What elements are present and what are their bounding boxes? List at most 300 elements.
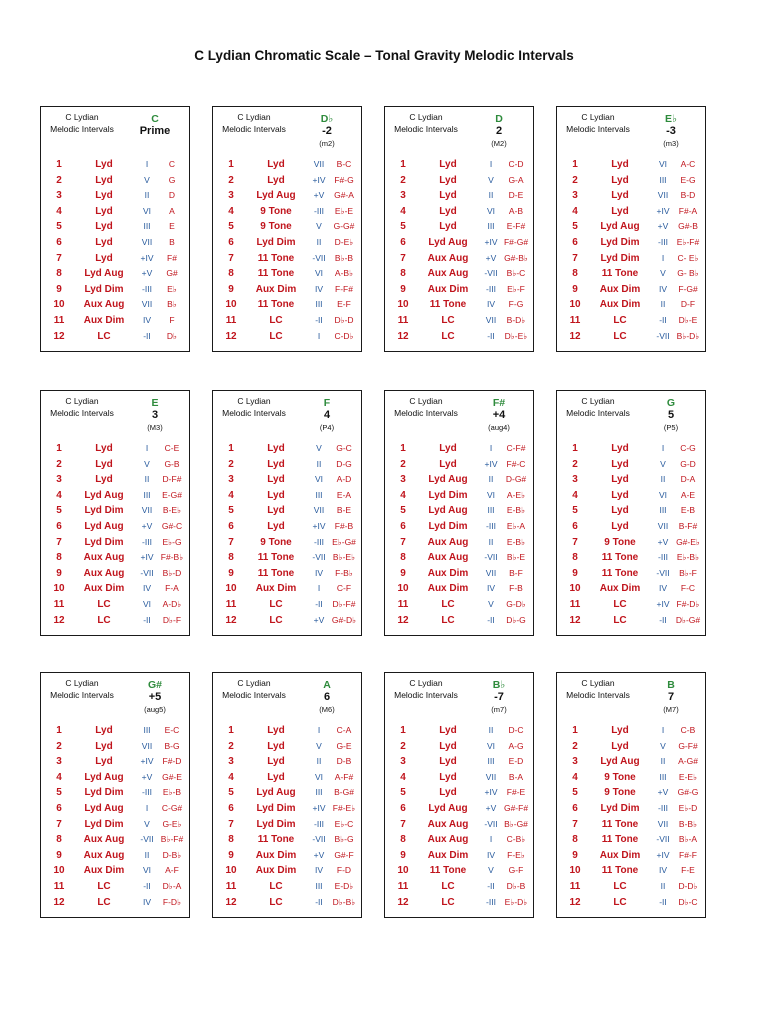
table-row (557, 615, 705, 631)
scale-name: Lyd Dim (84, 787, 124, 799)
scale-degree: II (316, 236, 322, 247)
interval-heading (305, 397, 349, 433)
row-number: 6 (572, 236, 578, 248)
scale-name: Lyd (95, 236, 113, 248)
scale-degree: +V (657, 221, 669, 232)
note-pair: F-B (509, 583, 523, 594)
scale-degree: +V (657, 536, 669, 547)
note-pair: F-D♭ (162, 896, 182, 907)
scale-degree: -VII (656, 330, 670, 341)
scale-degree: -VII (484, 818, 498, 829)
scale-name: Lyd (95, 474, 113, 486)
table-row (213, 741, 361, 757)
interval-card (212, 672, 362, 918)
scale-name: Lyd (95, 174, 113, 186)
table-row (213, 490, 361, 506)
interval-heading (305, 113, 349, 149)
scale-name: Lyd (267, 159, 285, 170)
scale-degree: III (659, 174, 667, 185)
scale-degree: -II (659, 314, 667, 325)
scale-name: Lyd Aug (84, 520, 124, 532)
interval-rows (385, 159, 533, 346)
scale-degree: -III (142, 536, 152, 547)
row-number: 7 (228, 536, 234, 548)
note-pair: B-B♭ (678, 818, 698, 829)
note-pair: B (169, 236, 175, 247)
row-number: 11 (225, 880, 237, 892)
scale-name: Lyd Aug (84, 489, 124, 501)
table-row (557, 474, 705, 490)
scale-degree: VII (141, 740, 153, 751)
note-pair: C-G# (161, 802, 183, 813)
note-pair: B♭ (167, 299, 177, 310)
scale-degree: IV (142, 314, 152, 325)
note-pair: B-E (336, 505, 352, 516)
row-number: 10 (397, 299, 409, 311)
scale-degree: VI (486, 489, 496, 500)
table-row (557, 221, 705, 237)
scale-degree: II (488, 190, 494, 201)
table-row (385, 474, 533, 490)
row-number: 1 (400, 725, 406, 736)
note-pair: D-F# (162, 474, 182, 485)
note-pair: G-D (680, 458, 696, 469)
note-name: F (323, 397, 331, 409)
note-pair: D-F (680, 299, 696, 310)
scale-name: 11 Tone (601, 552, 639, 564)
scale-name: LC (97, 896, 111, 908)
row-number: 11 (569, 880, 581, 892)
scale-degree: VI (658, 159, 668, 169)
scale-degree: IV (658, 865, 668, 876)
note-pair: G (168, 174, 176, 185)
note-pair: E-F (337, 299, 351, 310)
scale-degree: -III (142, 283, 152, 294)
note-pair: E♭-F# (676, 236, 700, 247)
scale-degree: IV (486, 299, 496, 310)
row-number: 7 (572, 252, 578, 264)
row-number: 10 (53, 299, 65, 311)
interval-number: 6 (323, 691, 331, 703)
interval-abbreviation: (M7) (663, 705, 679, 714)
card-label (41, 112, 123, 135)
table-row (213, 221, 361, 237)
scale-degree: +V (657, 787, 669, 798)
scale-degree: -VII (484, 552, 498, 563)
row-number: 7 (56, 818, 62, 830)
scale-degree: IV (142, 583, 152, 594)
scale-name: Lyd Dim (428, 520, 468, 532)
scale-degree: +V (141, 268, 153, 279)
scale-name: Lyd Dim (256, 802, 296, 814)
note-pair: G-E♭ (162, 818, 182, 829)
scale-degree: IV (314, 865, 324, 876)
row-number: 8 (56, 268, 62, 280)
scale-name: Lyd (439, 458, 457, 470)
scale-name: Aux Dim (83, 314, 125, 326)
note-name: F# (492, 397, 506, 409)
scale-name: Aux Aug (427, 536, 469, 548)
scale-name: 11 Tone (257, 567, 295, 579)
card-label-line: C Lydian (409, 112, 443, 122)
scale-degree: +IV (312, 802, 326, 813)
card-label-line: Melodic Intervals (50, 689, 114, 700)
scale-name: Lyd (95, 725, 113, 736)
scale-name: Lyd Dim (600, 802, 640, 814)
row-number: 4 (572, 771, 578, 783)
scale-name: Lyd (95, 443, 113, 454)
table-row (213, 237, 361, 253)
scale-degree: VI (314, 268, 324, 279)
scale-degree: +IV (656, 849, 670, 860)
note-pair: D-D♭ (678, 880, 698, 891)
scale-name: LC (441, 880, 455, 892)
table-row (557, 834, 705, 850)
scale-degree: V (488, 174, 494, 185)
scale-name: LC (97, 614, 111, 626)
scale-name: Lyd (611, 205, 629, 217)
interval-card (40, 672, 190, 918)
note-pair: E♭-D♭ (504, 896, 528, 907)
scale-name: 9 Tone (604, 787, 636, 799)
scale-degree: I (489, 159, 493, 169)
note-pair: G-C (336, 443, 352, 453)
table-row (41, 299, 189, 315)
row-number: 9 (572, 849, 578, 861)
card-label-line: Melodic Intervals (222, 407, 286, 418)
card-label (213, 112, 295, 135)
note-name: D♭ (320, 113, 334, 125)
row-number: 3 (400, 756, 406, 768)
row-number: 6 (56, 520, 62, 532)
interval-rows (385, 725, 533, 912)
scale-degree: V (660, 268, 666, 279)
row-number: 9 (572, 283, 578, 295)
note-pair: B♭-A (678, 834, 698, 845)
interval-number: 5 (667, 409, 675, 421)
row-number: 10 (397, 583, 409, 595)
scale-name: Lyd Aug (428, 505, 468, 517)
note-pair: D♭-A (162, 880, 182, 891)
card-label-line: Melodic Intervals (222, 123, 286, 134)
row-number: 11 (397, 880, 409, 892)
note-name: B (667, 679, 675, 691)
scale-degree: -II (487, 614, 495, 625)
interval-abbreviation: (P4) (319, 423, 335, 432)
row-number: 12 (569, 614, 581, 626)
scale-name: LC (613, 880, 627, 892)
scale-name: Lyd Aug (256, 787, 296, 799)
row-number: 9 (228, 567, 234, 579)
row-number: 4 (228, 489, 234, 501)
scale-degree: -VII (312, 834, 326, 845)
table-row (385, 772, 533, 788)
scale-degree: -III (658, 802, 668, 813)
note-pair: E-B (680, 505, 696, 516)
card-label (213, 396, 295, 419)
table-row (385, 819, 533, 835)
scale-degree: I (661, 725, 665, 735)
note-pair: B-F# (678, 520, 698, 531)
note-pair: F#-B (334, 520, 354, 531)
table-row (41, 599, 189, 615)
note-pair: B♭-G# (504, 818, 528, 829)
row-number: 9 (572, 567, 578, 579)
scale-name: LC (613, 896, 627, 908)
scale-name: LC (269, 614, 283, 626)
scale-degree: I (145, 802, 149, 813)
card-label-line: C Lydian (237, 396, 271, 406)
table-row (385, 521, 533, 537)
row-number: 6 (572, 802, 578, 814)
row-number: 9 (56, 283, 62, 295)
scale-name: LC (97, 880, 111, 892)
interval-heading (133, 113, 177, 138)
scale-name: Aux Aug (427, 834, 469, 846)
note-pair: A-E♭ (506, 489, 526, 500)
table-row (557, 443, 705, 459)
interval-abbreviation: (m7) (491, 705, 507, 714)
scale-degree: -III (314, 205, 324, 216)
scale-name: Lyd Aug (256, 190, 296, 202)
note-pair: F-D (336, 865, 352, 876)
scale-degree: I (661, 443, 665, 453)
scale-name: Lyd (611, 190, 629, 202)
note-pair: B♭-D♭ (676, 330, 700, 341)
note-pair: B♭-G (334, 834, 354, 845)
scale-name: LC (269, 330, 283, 342)
row-number: 4 (56, 489, 62, 501)
note-pair: F-G# (678, 283, 698, 294)
note-pair: A (169, 205, 175, 216)
note-pair: G#-C (161, 520, 183, 531)
row-number: 9 (400, 849, 406, 861)
note-pair: F (169, 314, 175, 325)
row-number: 5 (228, 505, 234, 517)
row-number: 11 (569, 598, 581, 610)
row-number: 7 (400, 818, 406, 830)
scale-name: 11 Tone (601, 818, 639, 830)
scale-name: 11 Tone (601, 834, 639, 846)
scale-name: Aux Aug (83, 567, 125, 579)
table-row (213, 443, 361, 459)
table-row (557, 505, 705, 521)
card-label-line: C Lydian (237, 112, 271, 122)
note-pair: D-B (336, 756, 352, 767)
table-row (213, 552, 361, 568)
card-label-line: Melodic Intervals (566, 407, 630, 418)
scale-name: Lyd (611, 725, 629, 736)
row-number: 6 (228, 802, 234, 814)
scale-name: Lyd Aug (600, 221, 640, 233)
row-number: 12 (225, 614, 237, 626)
interval-card (212, 106, 362, 352)
row-number: 5 (572, 787, 578, 799)
note-pair: E-G# (162, 489, 182, 500)
scale-degree: II (660, 756, 666, 767)
note-pair: E-B♭ (506, 536, 526, 547)
note-pair: D♭-C (678, 896, 698, 907)
note-pair: C- E♭ (677, 252, 699, 263)
scale-name: 9 Tone (260, 221, 292, 233)
note-pair: B♭-C (506, 268, 526, 279)
scale-name: Lyd (95, 221, 113, 233)
scale-name: Lyd (95, 458, 113, 470)
scale-name: Lyd Aug (428, 474, 468, 486)
row-number: 11 (569, 314, 581, 326)
interval-rows (385, 443, 533, 630)
card-label-line: C Lydian (237, 678, 271, 688)
scale-degree: +IV (140, 552, 154, 563)
scale-degree: -VII (484, 268, 498, 279)
table-row (385, 299, 533, 315)
note-pair: A-B♭ (334, 268, 354, 279)
interval-heading (649, 397, 693, 433)
row-number: 3 (572, 474, 578, 486)
table-row (41, 787, 189, 803)
table-row (385, 159, 533, 175)
row-number: 6 (400, 802, 406, 814)
table-row (41, 834, 189, 850)
row-number: 5 (228, 221, 234, 233)
scale-degree: VI (142, 865, 152, 876)
table-row (41, 159, 189, 175)
scale-degree: III (315, 880, 323, 891)
row-number: 12 (397, 896, 409, 908)
scale-degree: +V (485, 802, 497, 813)
scale-name: Lyd Dim (428, 489, 468, 501)
interval-rows (213, 159, 361, 346)
table-row (41, 583, 189, 599)
row-number: 8 (572, 834, 578, 846)
note-pair: D♭-D (334, 314, 354, 325)
scale-name: Lyd Aug (84, 268, 124, 280)
scale-degree: +IV (140, 756, 154, 767)
row-number: 10 (225, 583, 237, 595)
scale-name: Lyd (611, 740, 629, 752)
row-number: 3 (56, 474, 62, 486)
table-row (385, 615, 533, 631)
scale-degree: VI (314, 771, 324, 782)
scale-name: Lyd Aug (84, 802, 124, 814)
scale-degree: II (316, 756, 322, 767)
table-row (213, 521, 361, 537)
scale-name: 11 Tone (257, 252, 295, 264)
scale-degree: II (660, 474, 666, 485)
scale-name: 9 Tone (260, 205, 292, 217)
scale-degree: III (487, 505, 495, 516)
scale-degree: VII (485, 314, 497, 325)
scale-degree: VII (657, 520, 669, 531)
note-pair: G-D♭ (506, 598, 526, 609)
scale-name: LC (613, 314, 627, 326)
note-pair: G-G# (333, 221, 355, 232)
note-pair: E-F# (506, 221, 526, 232)
scale-name: 11 Tone (257, 299, 295, 311)
interval-card (384, 390, 534, 636)
scale-name: Lyd Dim (600, 236, 640, 248)
note-pair: E♭-G (162, 536, 182, 547)
card-label-line: Melodic Intervals (566, 689, 630, 700)
note-pair: G-E (336, 740, 352, 751)
table-row (41, 206, 189, 222)
scale-degree: II (488, 474, 494, 485)
scale-degree: VII (141, 505, 153, 516)
table-row (213, 881, 361, 897)
card-label-line: C Lydian (581, 678, 615, 688)
scale-name: Lyd (439, 190, 457, 202)
interval-heading (477, 113, 521, 149)
row-number: 1 (56, 159, 62, 170)
table-row (557, 237, 705, 253)
table-row (41, 331, 189, 347)
note-pair: E-E♭ (678, 771, 698, 782)
card-label (41, 678, 123, 701)
row-number: 4 (56, 771, 62, 783)
row-number: 2 (400, 458, 406, 470)
scale-degree: VII (313, 505, 325, 516)
note-pair: E (169, 221, 175, 232)
table-row (41, 772, 189, 788)
row-number: 1 (56, 725, 62, 736)
scale-degree: -II (659, 896, 667, 907)
row-number: 1 (572, 725, 578, 736)
interval-heading (305, 679, 349, 715)
note-name: E (151, 397, 159, 409)
table-row (385, 206, 533, 222)
note-pair: D♭-B♭ (332, 896, 356, 907)
scale-degree: -II (143, 330, 151, 341)
table-row (385, 537, 533, 553)
note-pair: D-G# (505, 474, 527, 485)
scale-degree: III (143, 725, 151, 735)
table-row (213, 615, 361, 631)
row-number: 9 (400, 567, 406, 579)
row-number: 12 (53, 330, 65, 342)
table-row (385, 865, 533, 881)
note-pair: B♭-F (679, 567, 697, 578)
scale-degree: -VII (656, 834, 670, 845)
scale-degree: IV (486, 583, 496, 594)
table-row (213, 159, 361, 175)
table-row (213, 299, 361, 315)
scale-name: 11 Tone (429, 299, 467, 311)
scale-degree: IV (314, 567, 324, 578)
scale-name: Lyd (267, 174, 285, 186)
note-pair: E-D♭ (334, 880, 354, 891)
row-number: 8 (572, 552, 578, 564)
note-pair: D♭-E♭ (504, 330, 528, 341)
scale-degree: V (144, 818, 150, 829)
note-pair: B-E♭ (162, 505, 182, 516)
scale-degree: -III (314, 818, 324, 829)
note-pair: B-C (336, 159, 352, 169)
row-number: 1 (228, 159, 234, 170)
card-label (385, 112, 467, 135)
note-pair: F#-E♭ (332, 802, 356, 813)
scale-degree: -II (143, 880, 151, 891)
note-pair: E♭-D (678, 802, 698, 813)
scale-degree: -III (142, 787, 152, 798)
row-number: 9 (400, 283, 406, 295)
scale-degree: +IV (656, 205, 670, 216)
card-label-line: Melodic Intervals (394, 123, 458, 134)
table-row (557, 552, 705, 568)
interval-abbreviation: (m3) (663, 139, 679, 148)
row-number: 6 (228, 236, 234, 248)
scale-name: Aux Dim (255, 283, 297, 295)
scale-name: Lyd (267, 489, 285, 501)
